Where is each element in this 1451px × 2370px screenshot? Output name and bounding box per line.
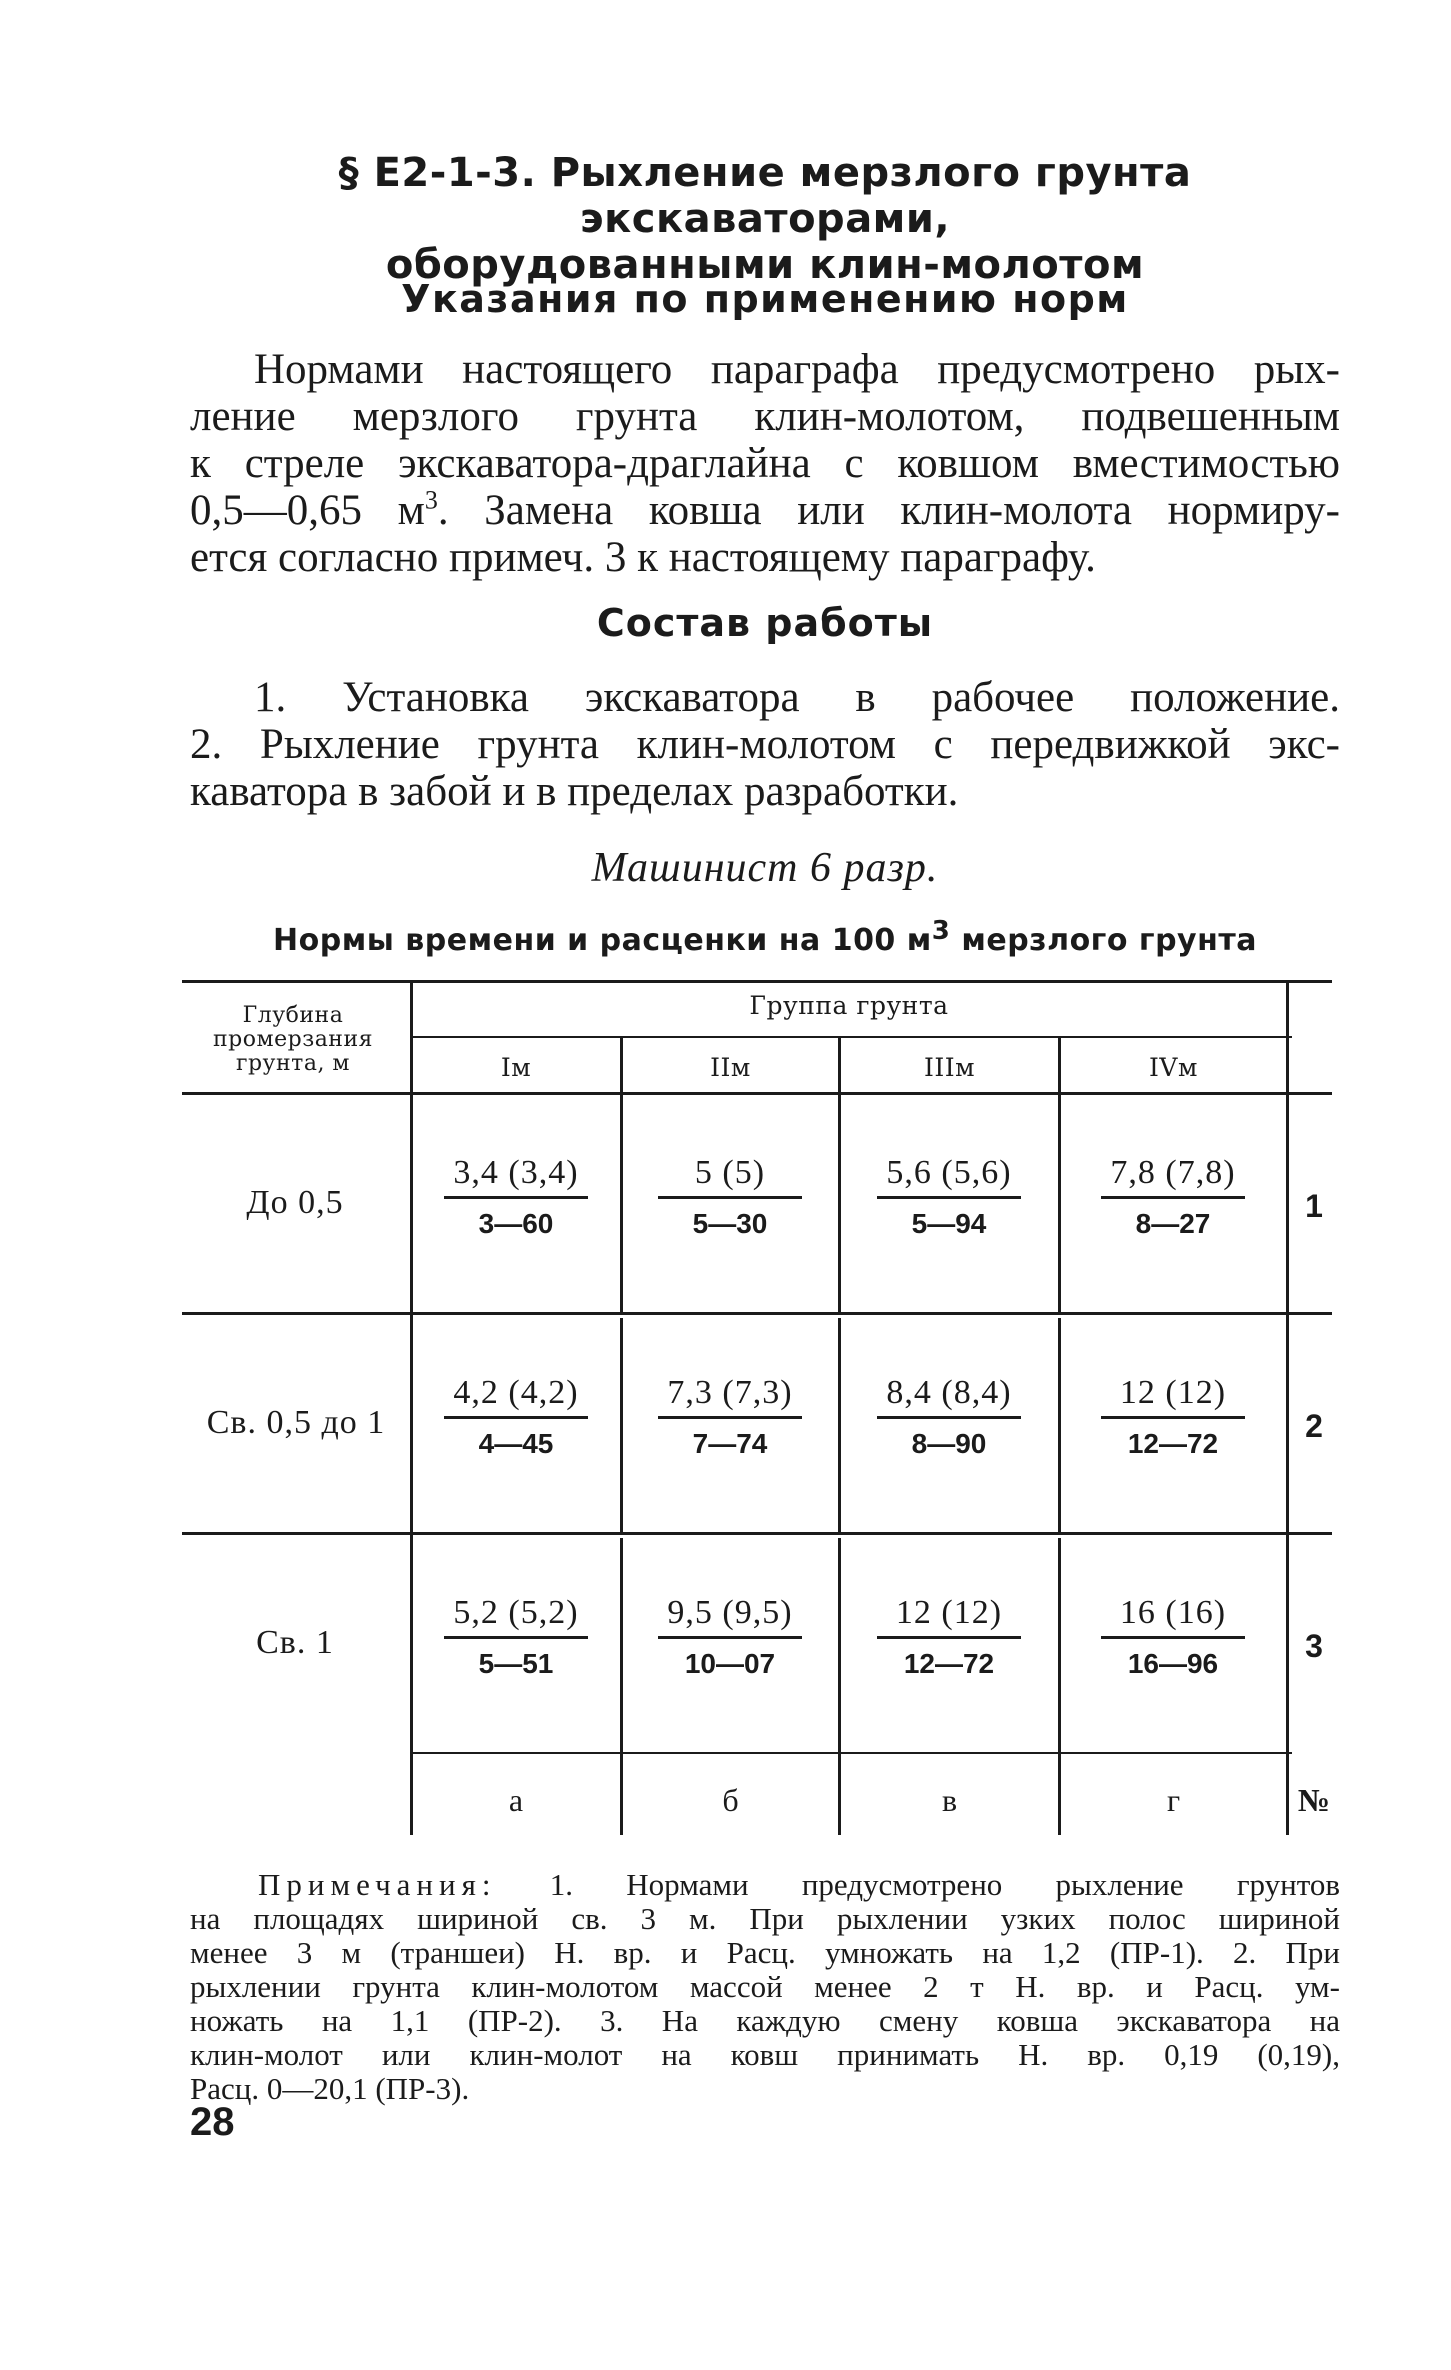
norm-cell <box>869 1590 1029 1685</box>
work-line: каватора в забой и в пределах разработки. <box>190 768 959 815</box>
guidelines-line: к стреле экскаватора-драглайна с ковшом вместимостью <box>190 440 1340 487</box>
time-norm: 4,2 (4,2) <box>453 1374 579 1411</box>
table-title-post: мерзлого грунта <box>950 923 1257 958</box>
norm-cell <box>869 1150 1029 1245</box>
group-label-4: IVм <box>1149 1053 1198 1082</box>
notes-line-text: 1. Нормами предусмотрено рыхление грунтов <box>496 1867 1340 1902</box>
depth-value: Св. 1 <box>256 1624 334 1661</box>
time-norm: 3,4 (3,4) <box>453 1154 579 1191</box>
price-rate: 8—27 <box>1135 1208 1211 1239</box>
column-letter: в <box>941 1782 958 1818</box>
norm-cell <box>1093 1370 1253 1465</box>
row-number: 2 <box>1305 1408 1323 1444</box>
norm-cell <box>1093 1150 1253 1245</box>
guidelines-line-tail: . Замена ковша или клин-молота нормиру- <box>437 487 1340 534</box>
group-label-2: IIм <box>710 1053 751 1082</box>
guidelines-line: Нормами настоящего параграфа предусмотрено рых- <box>254 346 1340 393</box>
time-norm: 9,5 (9,5) <box>667 1594 793 1631</box>
section-title-line-1: § Е2-1-3. Рыхление мерзлого грунта экскаваторами, <box>338 150 1192 242</box>
norm-cell <box>436 1150 596 1245</box>
table-title-superscript: 3 <box>931 916 951 946</box>
column-letter: а <box>508 1782 524 1818</box>
work-paragraph <box>190 674 1340 815</box>
table-title <box>190 918 1340 964</box>
time-norm: 16 (16) <box>1119 1594 1227 1631</box>
norm-cell <box>869 1370 1029 1465</box>
notes-line: рыхлении грунта клин-молотом массой менее 2 т Н. вр. и Расц. ум- <box>190 1969 1340 2004</box>
time-norm: 12 (12) <box>895 1594 1003 1631</box>
section-title-line-2: оборудованными клин-молотом <box>385 242 1145 288</box>
cell-rule <box>1058 1318 1061 1532</box>
row-number: 3 <box>1305 1628 1323 1664</box>
price-rate: 7—74 <box>692 1428 768 1459</box>
price-rate: 10—07 <box>684 1648 776 1679</box>
cell-rule <box>838 1098 841 1312</box>
group-header: Группа грунта <box>749 991 949 1020</box>
worker-grade: Машинист 6 разр. <box>591 845 939 891</box>
header-bottom-rule <box>182 1092 1332 1095</box>
price-rate: 16—96 <box>1127 1648 1219 1679</box>
group-label-3: IIIм <box>923 1053 976 1082</box>
cell-rule <box>620 1098 623 1312</box>
row-number: 1 <box>1305 1188 1323 1224</box>
group-label-1: Iм <box>500 1053 532 1082</box>
time-norm: 12 (12) <box>1119 1374 1227 1411</box>
guidelines-line-with-sup <box>190 487 1340 534</box>
table-title-pre: Нормы времени и расценки на 100 м <box>273 923 932 958</box>
notes-line <box>190 1868 1340 1902</box>
depth-value: До 0,5 <box>246 1184 344 1221</box>
price-rate: 3—60 <box>478 1208 554 1239</box>
guidelines-line: ется согласно примеч. 3 к настоящему параграфу. <box>190 534 1096 581</box>
group-header-rule <box>412 1036 1292 1038</box>
norm-cell <box>436 1590 596 1685</box>
cell-rule <box>620 1318 623 1532</box>
norm-cell <box>650 1150 810 1245</box>
guidelines-line: ление мерзлого грунта клин-молотом, подвешенным <box>190 393 1340 440</box>
row-divider-rule <box>182 1532 1332 1535</box>
cubic-superscript: 3 <box>424 485 438 515</box>
time-norm: 5 (5) <box>694 1154 766 1191</box>
price-rate: 4—45 <box>478 1428 554 1459</box>
norm-cell <box>436 1370 596 1465</box>
time-norm: 5,6 (5,6) <box>886 1154 1012 1191</box>
depth-header-line: грунта, м <box>235 1051 351 1076</box>
norm-cell <box>650 1590 810 1685</box>
notes-line: Расц. 0—20,1 (ПР-3). <box>190 2071 470 2106</box>
row-divider-rule <box>182 1312 1332 1315</box>
cell-rule <box>838 1318 841 1532</box>
depth-header <box>180 1004 406 1076</box>
price-rate: 5—94 <box>911 1208 987 1239</box>
price-rate: 8—90 <box>911 1428 987 1459</box>
price-rate: 12—72 <box>1127 1428 1219 1459</box>
time-norm: 8,4 (8,4) <box>886 1374 1012 1411</box>
time-norm: 7,3 (7,3) <box>667 1374 793 1411</box>
work-line: 1. Установка экскаватора в рабочее положение. <box>254 674 1340 721</box>
norm-cell <box>1093 1590 1253 1685</box>
notes-block <box>190 1868 1340 2106</box>
section-title <box>190 150 1340 288</box>
time-norm: 7,8 (7,8) <box>1110 1154 1236 1191</box>
number-column-label: № <box>1297 1782 1331 1818</box>
price-rate: 5—30 <box>692 1208 768 1239</box>
guidelines-heading: Указания по применению норм <box>401 277 1129 321</box>
cell-rule <box>1058 1098 1061 1312</box>
guidelines-paragraph <box>190 346 1340 581</box>
letters-rule <box>412 1752 1292 1754</box>
depth-header-line: промерзания <box>212 1027 374 1052</box>
norm-cell <box>650 1370 810 1465</box>
work-line: 2. Рыхление грунта клин-молотом с передвижкой экс- <box>190 721 1340 768</box>
page-number: 28 <box>190 2100 235 2144</box>
notes-label: Примечания: <box>258 1867 497 1902</box>
notes-line: менее 3 м (траншеи) Н. вр. и Расц. умножать на 1,2 (ПР-1). 2. При <box>190 1935 1340 1970</box>
notes-line: клин-молот или клин-молот на ковш принимать Н. вр. 0,19 (0,19), <box>190 2037 1340 2072</box>
depth-value: Св. 0,5 до 1 <box>206 1404 386 1441</box>
time-norm: 5,2 (5,2) <box>453 1594 579 1631</box>
depth-header-line: Глубина <box>242 1003 344 1028</box>
column-letter: г <box>1166 1782 1181 1818</box>
column-letter: б <box>722 1782 739 1818</box>
notes-line: на площадях шириной св. 3 м. При рыхлении узких полос шириной <box>190 1901 1340 1936</box>
guidelines-line-head: 0,5—0,65 м <box>190 487 425 534</box>
price-rate: 12—72 <box>903 1648 995 1679</box>
table-top-rule <box>182 980 1332 983</box>
price-rate: 5—51 <box>478 1648 554 1679</box>
work-heading: Состав работы <box>596 601 934 645</box>
notes-line: ножать на 1,1 (ПР-2). 3. На каждую смену ковша экскаватора на <box>190 2003 1340 2038</box>
